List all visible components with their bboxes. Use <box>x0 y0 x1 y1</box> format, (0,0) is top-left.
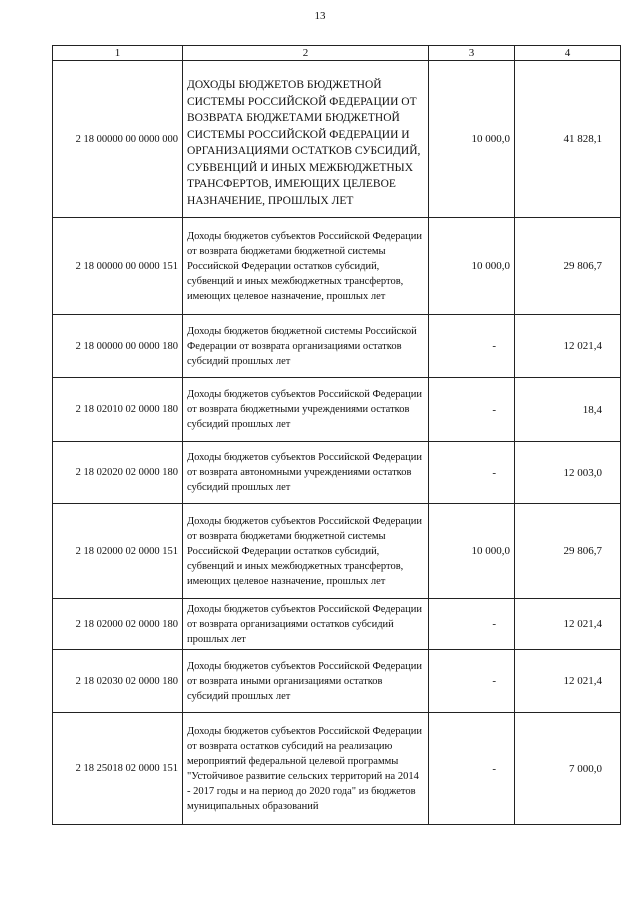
budget-code: 2 18 02000 02 0000 180 <box>53 599 183 650</box>
revenue-name: Доходы бюджетов субъектов Российской Федерации от возврата иными организациями остатков субсидий прошлых лет <box>183 650 429 713</box>
revenue-name: Доходы бюджетов субъектов Российской Федерации от возврата бюджетами бюджетной системы Российской Федерации остатков субсидий, субвенций и иных межбюджетных трансфертов, имеющих целевое назначение, прошлых лет <box>183 218 429 315</box>
amount-col4: 7 000,0 <box>515 713 621 825</box>
revenue-name: Доходы бюджетов субъектов Российской Федерации от возврата автономными учреждениями остатков субсидий прошлых лет <box>183 442 429 504</box>
table-row <box>53 713 621 825</box>
table-row <box>53 61 621 218</box>
page-number: 13 <box>314 10 326 22</box>
budget-code: 2 18 02030 02 0000 180 <box>53 650 183 713</box>
amount-col4: 41 828,1 <box>515 61 621 218</box>
column-header-1: 1 <box>53 46 183 61</box>
revenue-name: Доходы бюджетов бюджетной системы Российской Федерации от возврата организациями остатков субсидий прошлых лет <box>183 315 429 378</box>
table-row <box>53 315 621 378</box>
budget-code: 2 18 02000 02 0000 151 <box>53 504 183 599</box>
amount-col4: 12 021,4 <box>515 599 621 650</box>
table-row <box>53 650 621 713</box>
amount-col3: - <box>429 599 515 650</box>
revenue-name: Доходы бюджетов субъектов Российской Федерации от возврата организациями остатков субсидий прошлых лет <box>183 599 429 650</box>
revenue-name: ДОХОДЫ БЮДЖЕТОВ БЮДЖЕТНОЙ СИСТЕМЫ РОССИЙСКОЙ ФЕДЕРАЦИИ ОТ ВОЗВРАТА БЮДЖЕТАМИ БЮДЖЕТНОЙ СИСТЕМЫ РОССИЙСКОЙ ФЕДЕРАЦИИ И ОРГАНИЗАЦИЯМИ ОСТАТКОВ СУБСИДИЙ, СУБВЕНЦИЙ И ИНЫХ МЕЖБЮДЖЕТНЫХ ТРАНСФЕРТОВ, ИМЕЮЩИХ ЦЕЛЕВОЕ НАЗНАЧЕНИЕ, ПРОШЛЫХ ЛЕТ <box>183 61 429 218</box>
table-row <box>53 442 621 504</box>
table-row <box>53 218 621 315</box>
budget-code: 2 18 02020 02 0000 180 <box>53 442 183 504</box>
amount-col3: - <box>429 442 515 504</box>
amount-col3: 10 000,0 <box>429 61 515 218</box>
amount-col4: 12 021,4 <box>515 650 621 713</box>
budget-code: 2 18 02010 02 0000 180 <box>53 378 183 442</box>
amount-col4: 29 806,7 <box>515 218 621 315</box>
amount-col3: 10 000,0 <box>429 504 515 599</box>
amount-col4: 12 021,4 <box>515 315 621 378</box>
column-header-2: 2 <box>183 46 429 61</box>
revenue-name: Доходы бюджетов субъектов Российской Федерации от возврата бюджетами бюджетной системы Российской Федерации остатков субсидий, субвенций и иных межбюджетных трансфертов, имеющих целевое назначение, прошлых лет <box>183 504 429 599</box>
column-header-4: 4 <box>515 46 621 61</box>
amount-col3: - <box>429 713 515 825</box>
revenue-name: Доходы бюджетов субъектов Российской Федерации от возврата бюджетными учреждениями остатков субсидий прошлых лет <box>183 378 429 442</box>
table-row <box>53 504 621 599</box>
revenue-name: Доходы бюджетов субъектов Российской Федерации от возврата остатков субсидий на реализацию мероприятий федеральной целевой программы "Устойчивое развитие сельских территорий на 2014 - 2017 годы и на период до 2020 года" из бюджетов муниципальных образований <box>183 713 429 825</box>
amount-col4: 29 806,7 <box>515 504 621 599</box>
table-row <box>53 378 621 442</box>
amount-col4: 18,4 <box>515 378 621 442</box>
amount-col4: 12 003,0 <box>515 442 621 504</box>
budget-code: 2 18 00000 00 0000 000 <box>53 61 183 218</box>
amount-col3: 10 000,0 <box>429 218 515 315</box>
amount-col3: - <box>429 650 515 713</box>
amount-col3: - <box>429 378 515 442</box>
budget-code: 2 18 00000 00 0000 180 <box>53 315 183 378</box>
budget-code: 2 18 00000 00 0000 151 <box>53 218 183 315</box>
table-header-row <box>53 46 621 61</box>
budget-table <box>52 45 621 825</box>
table-row <box>53 599 621 650</box>
column-header-3: 3 <box>429 46 515 61</box>
amount-col3: - <box>429 315 515 378</box>
budget-code: 2 18 25018 02 0000 151 <box>53 713 183 825</box>
